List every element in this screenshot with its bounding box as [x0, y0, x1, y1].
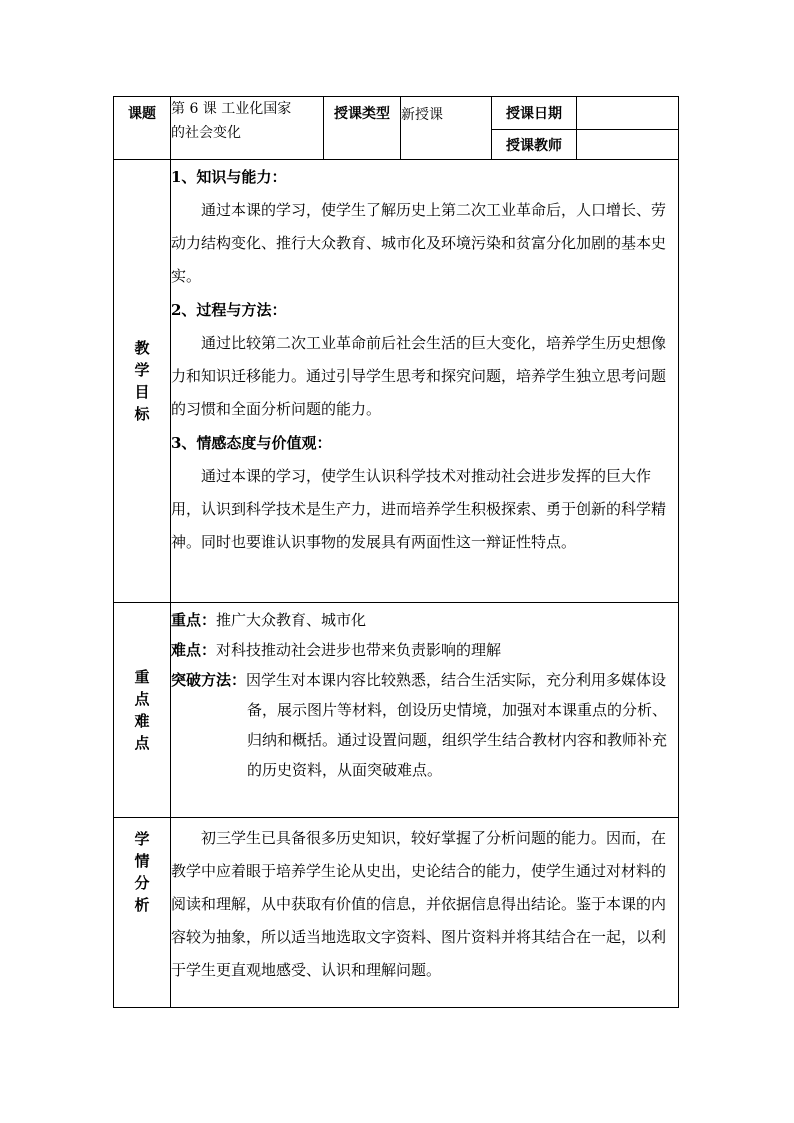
keypoints-label-char: 点	[134, 690, 150, 708]
teacher-label: 授课教师	[492, 130, 577, 160]
focus-text: 推广大众教育、城市化	[216, 611, 367, 629]
topic-line-2: 的社会变化	[171, 125, 241, 141]
method-row	[171, 665, 678, 785]
topic-label: 课题	[114, 97, 171, 160]
lesson-date-label: 授课日期	[492, 97, 577, 130]
students-label-char: 学	[134, 830, 150, 848]
topic-line-1: 第 6 课 工业化国家	[171, 101, 292, 117]
students-label-char: 情	[134, 852, 150, 870]
method-label: 突破方法：	[171, 671, 247, 689]
process-text: 通过比较第二次工业革命前后社会生活的巨大变化，培养学生历史想像力和知识迁移能力。通过引导学生思考和探究问题，培养学生独立思考问题的习惯和全面分析问题的能力。	[171, 334, 667, 418]
students-content	[171, 818, 679, 1008]
students-label-char: 分	[134, 874, 150, 892]
knowledge-heading: 1、知识与能力：	[171, 168, 287, 186]
method-text: 因学生对本课内容比较熟悉，结合生活实际，充分利用多媒体设备，展示图片等材料，创设历史情境，加强对本课重点的分析、归纳和概括。通过设置问题，组织学生结合教材内容和教师补充的历史资料，从面突破难点。	[246, 671, 668, 779]
difficulty-row	[171, 635, 678, 665]
process-heading: 2、过程与方法：	[171, 301, 287, 319]
students-text: 初三学生已具备很多历史知识，较好掌握了分析问题的能力。因而，在教学中应着眼于培养学生论从史出，史论结合的能力，使学生通过对材料的阅读和理解，从中获取有价值的信息，并依据信息得出结论。鉴于本课的内容较为抽象，所以适当地选取文字资料、图片资料并将其结合在一起，以利于学生更直观地感受、认识和理解问题。	[171, 829, 667, 979]
values-text: 通过本课的学习，使学生认识科学技术对推动社会进步发挥的巨大作用，认识到科学技术是生产力，进而培养学生积极探索、勇于创新的科学精神。同时也要谁认识事物的发展具有两面性这一辩证性特点。	[171, 467, 667, 551]
objectives-label-char: 标	[134, 405, 150, 423]
keypoints-content	[171, 603, 679, 818]
objectives-label-char: 教	[134, 339, 150, 357]
students-label	[114, 818, 171, 1008]
students-label-char: 析	[134, 896, 150, 914]
topic-value	[171, 97, 324, 160]
objectives-label	[114, 160, 171, 603]
keypoints-label-char: 难	[134, 712, 150, 730]
lesson-date-value	[577, 97, 679, 130]
teacher-value	[577, 130, 679, 160]
lesson-type-label: 授课类型	[324, 97, 401, 160]
difficulty-text: 对科技推动社会进步也带来负责影响的理解	[216, 641, 502, 659]
knowledge-text: 通过本课的学习，使学生了解历史上第二次工业革命后，人口增长、劳动力结构变化、推行大众教育、城市化及环境污染和贫富分化加剧的基本史实。	[171, 201, 667, 285]
focus-row	[171, 605, 678, 635]
focus-label: 重点：	[171, 611, 217, 629]
objectives-label-char: 学	[134, 361, 150, 379]
keypoints-label-char: 点	[134, 734, 150, 752]
difficulty-label: 难点：	[171, 641, 217, 659]
objectives-content	[171, 160, 679, 603]
values-heading: 3、情感态度与价值观：	[171, 434, 332, 452]
objectives-label-char: 目	[134, 383, 150, 401]
lesson-type-value: 新授课	[401, 97, 492, 160]
keypoints-label	[114, 603, 171, 818]
keypoints-label-char: 重	[134, 668, 150, 686]
lesson-plan-table	[113, 96, 679, 1008]
